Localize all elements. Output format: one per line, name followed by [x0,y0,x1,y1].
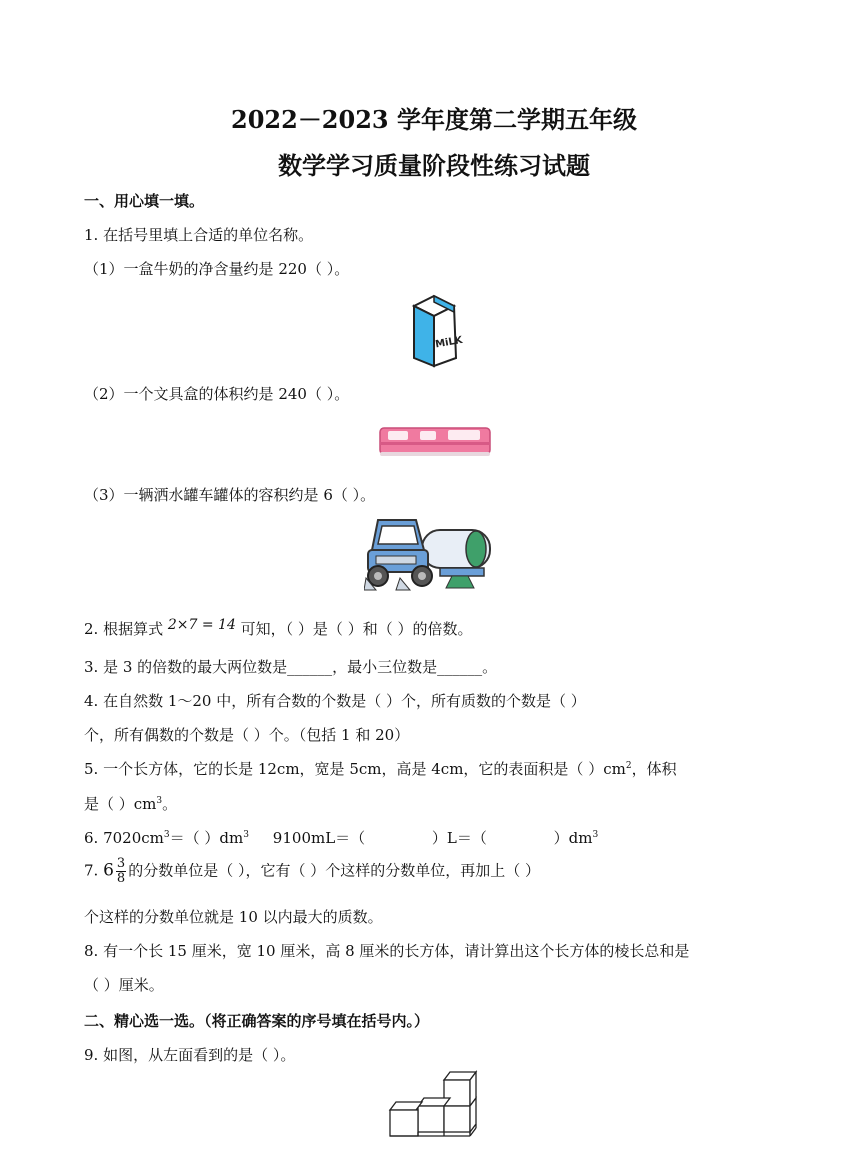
q2 [84,618,472,639]
q2-equation: 2×7 = 14 [167,617,236,633]
q7-denominator: 8 [116,871,126,886]
q5-text-a: 5. 一个长方体，它的长是 12cm，宽是 5cm，高是 4cm，它的表面积是（ ）cm [84,760,626,778]
q3: 3. 是 3 的倍数的最大两位数是______，最小三位数是______。 [84,658,498,676]
q5-text-d: 。 [162,795,178,813]
q6-text-a: 6. 7020cm [84,829,164,847]
q8-line-2: （ ）厘米。 [84,976,164,994]
q7-numerator: 3 [116,856,126,871]
q6-sup-3: 3 [592,830,599,840]
water-tanker-truck-image [364,514,494,596]
q9: 9. 如图，从左面看到的是（ ）。 [84,1046,296,1064]
q1-a: （1）一盒牛奶的净含量约是 220（ ）。 [84,260,350,278]
q6-text-c: 9100mL＝（ ）L＝（ ）dm [248,829,593,847]
q5-line-2 [84,793,177,814]
q5-sup-1: 2 [625,761,632,771]
q7-text: 的分数单位是（ ），它有（ ）个这样的分数单位，再加上（ ） [128,861,541,880]
title-line-1: 2022－2023 学年度第二学期五年级 [231,105,637,134]
q5-line-1 [84,758,677,779]
q1-stem: 1. 在括号里填上合适的单位名称。 [84,226,314,244]
q7-fraction [116,857,126,886]
section-2-heading: 二、精心选一选。（将正确答案的序号填在括号内。） [84,1012,430,1030]
q5-text-c: 是（ ）cm [84,795,157,813]
milk-carton-image [404,292,464,370]
section-1-heading: 一、用心填一填。 [84,192,205,210]
q6-sup-2: 3 [243,830,249,840]
q2-number: 2. 根据算式 [84,620,164,638]
q7-line-1 [84,857,540,886]
q1-c: （3）一辆洒水罐车罐体的容积约是 6（ ）。 [84,486,376,504]
q1-b: （2）一个文具盒的体积约是 240（ ）。 [84,385,350,403]
q6-text-b: ＝（ ）dm [169,829,244,847]
q6 [84,827,598,848]
q5-text-b: ，体积 [631,760,677,778]
q6-sup-1: 3 [163,830,170,840]
q7-whole: 6 [103,860,114,881]
q2-rest: 可知，（ ）是（ ）和（ ）的倍数。 [240,620,473,638]
pencil-case-image [378,422,492,462]
cube-stack-figure [386,1068,482,1140]
milk-label: MiLK [434,334,464,351]
q7-line-2: 个这样的分数单位就是 10 以内最大的质数。 [84,908,383,926]
q4-line-1: 4. 在自然数 1～20 中，所有合数的个数是（ ）个，所有质数的个数是（ ） [84,692,586,710]
q8-line-1: 8. 有一个长 15 厘米，宽 10 厘米，高 8 厘米的长方体，请计算出这个长方体的棱长总和是 [84,942,690,960]
title-line-2: 数学学习质量阶段性练习试题 [278,151,590,180]
q7-number: 7. [84,861,99,880]
q5-sup-2: 3 [156,796,163,806]
q4-line-2: 个，所有偶数的个数是（ ）个。（包括 1 和 20） [84,726,410,744]
